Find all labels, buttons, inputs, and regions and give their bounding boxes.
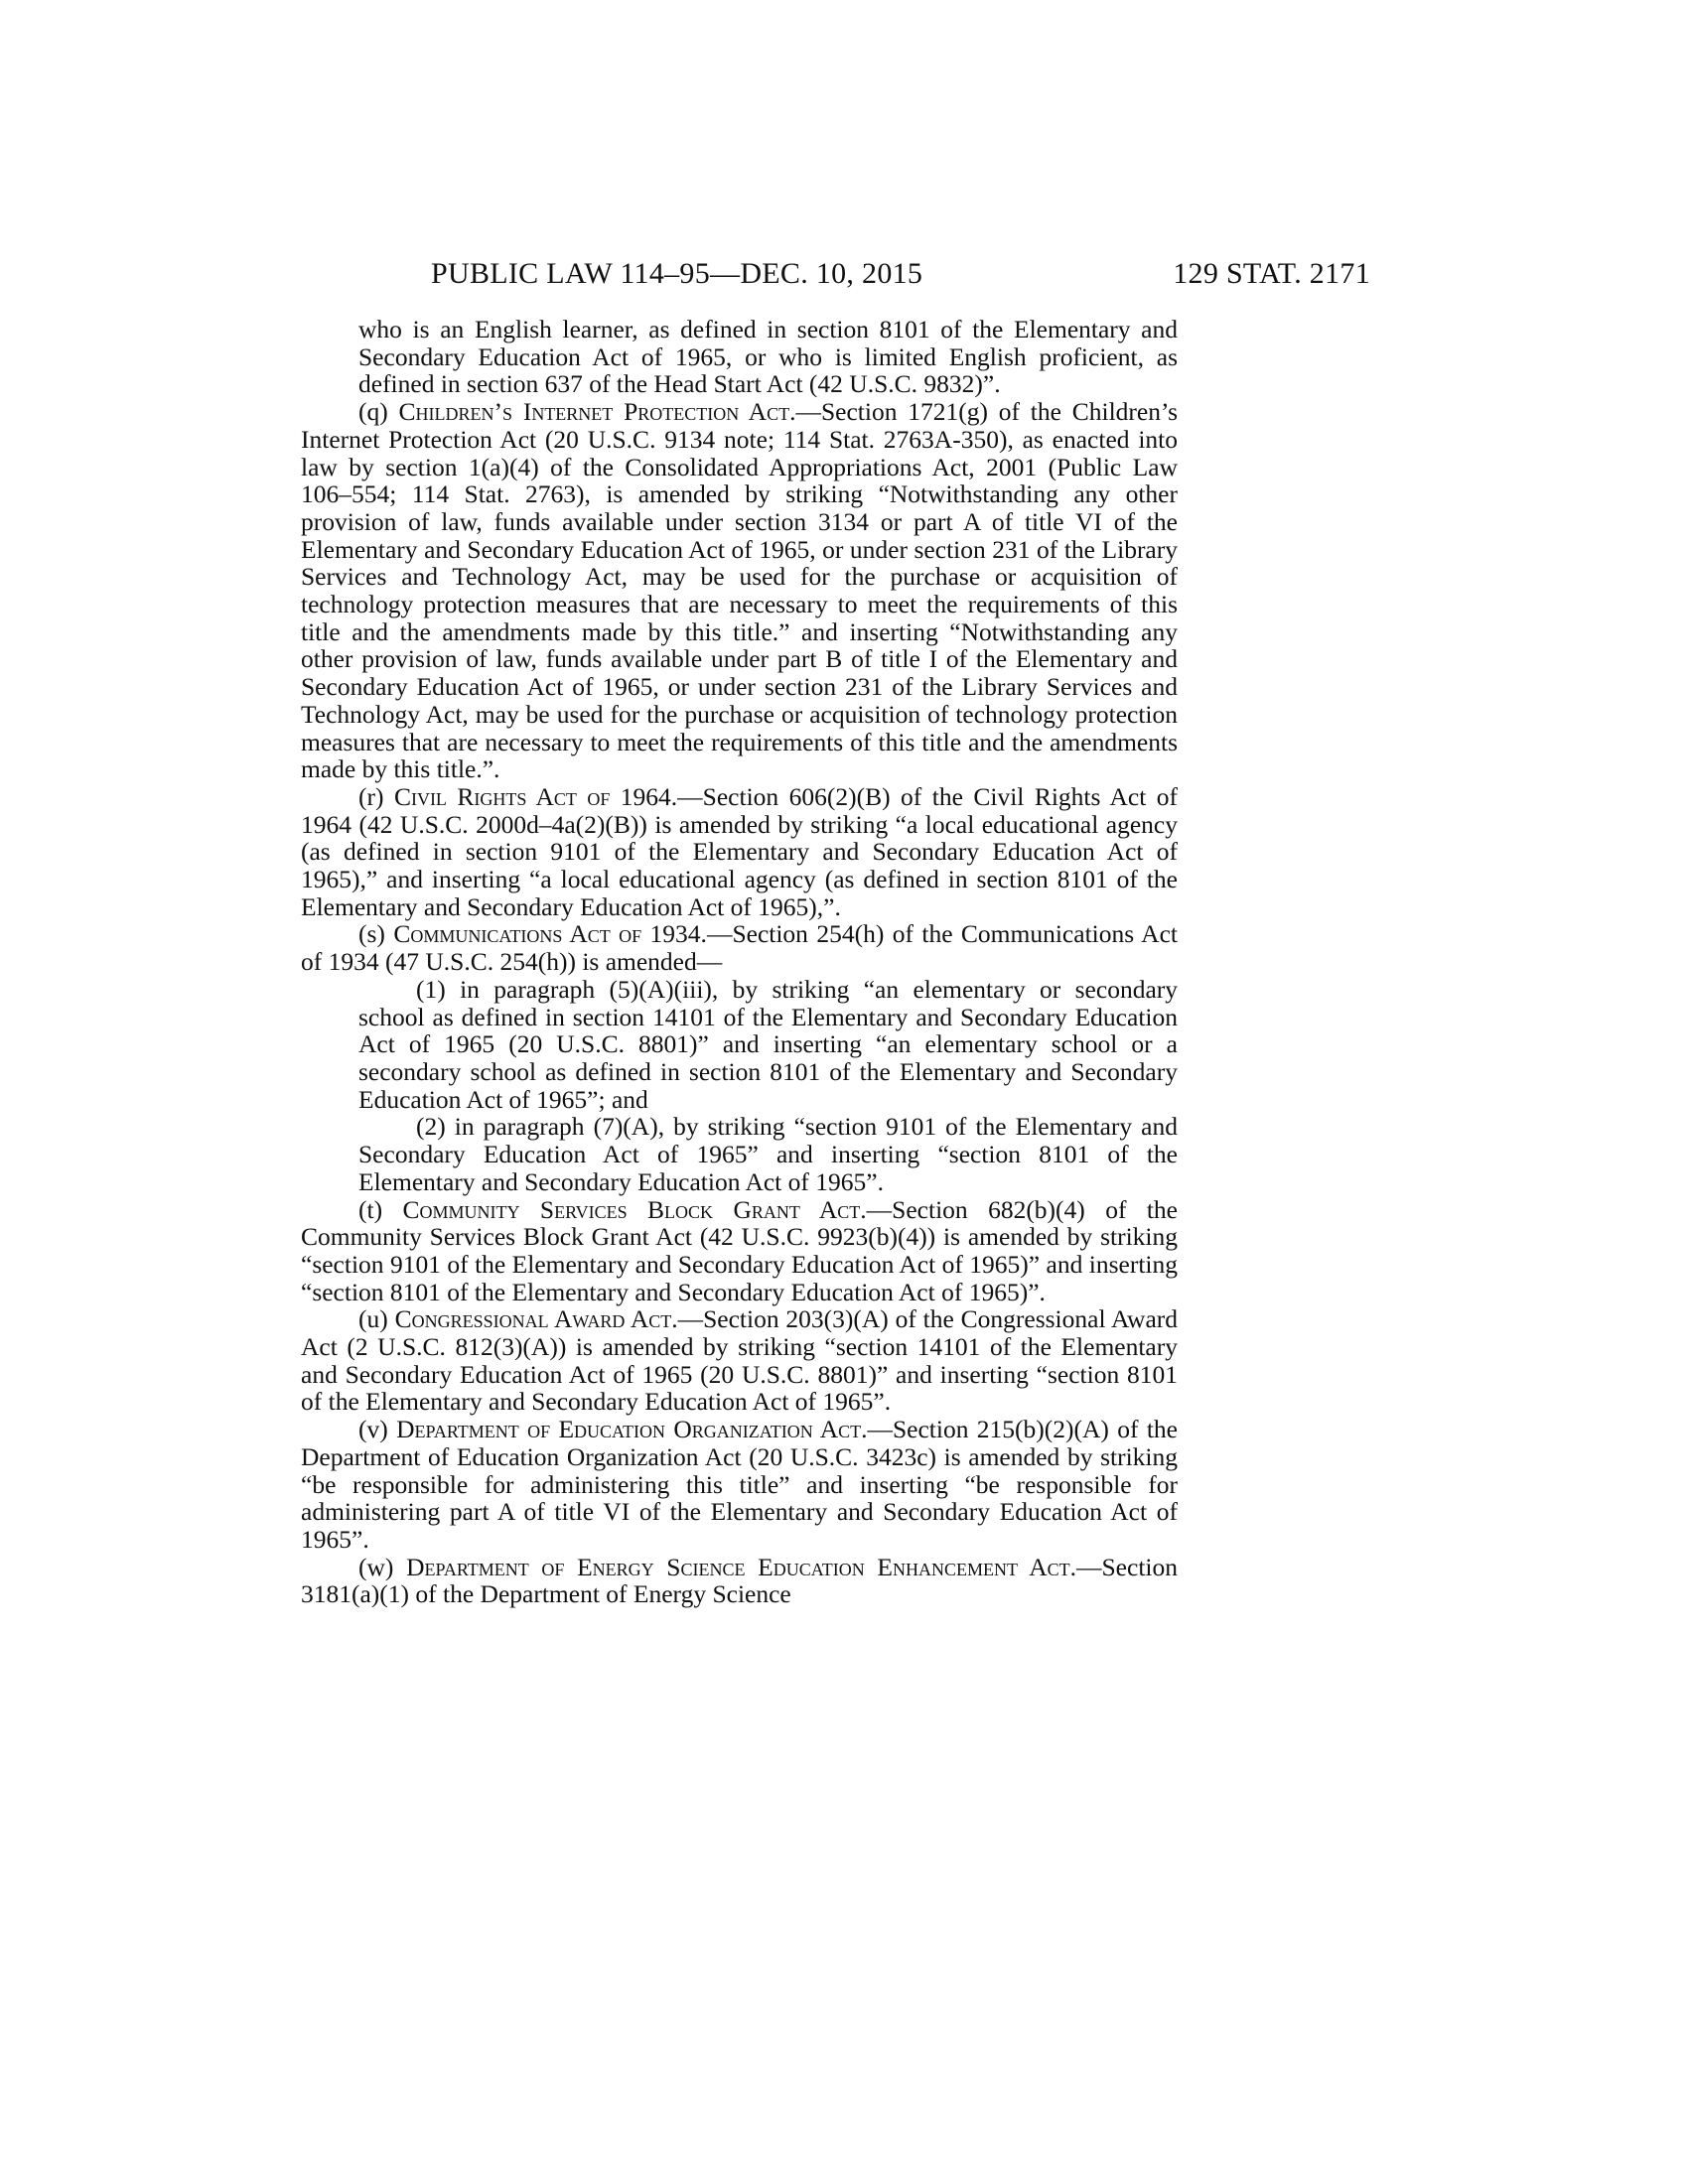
section-u-heading: Congressional Award Act.: [394, 1304, 678, 1334]
section-v-text: —Section 215(b)(2)(A) of the Department of Education Organization Act (20 U.S.C. 3423c) is amended by striking “be responsible for administering this title” and inserting “be responsible for administering part A of title VI of the Elementary and Secondary Education Act of 1965”.: [301, 1415, 1179, 1554]
section-s-heading: Communications Act of 1934.: [393, 919, 707, 949]
page-body: [301, 316, 1178, 1608]
running-header: [431, 254, 1370, 294]
header-title: PUBLIC LAW 114–95—DEC. 10, 2015: [431, 257, 923, 290]
section-t: [301, 1196, 1178, 1306]
section-s-text: —Section 254(h) of the Communications Act of 1934 (47 U.S.C. 254(h)) is amended—: [301, 919, 1178, 977]
section-q-text: —Section 1721(g) of the Children’s Internet Protection Act (20 U.S.C. 9134 note; 114 Stat. 2763A-350), as enacted into law by section 1(a)(4) of the Consolidated Appropriations Act, 2001 (Public Law 106–554; 114 Stat. 2763), is amended by striking “Notwithstanding any other provision of law, funds available under section 3134 or part A of title VI of the Elementary and Secondary Education Act of 1965, or under section 231 of the Library Services and Technology Act, may be used for the purchase or acquisition of technology protection measures that are necessary to meet the requirements of this title and the amendments made by this title.” and inserting “Notwithstanding any other provision of law, funds available under part B of title I of the Elementary and Secondary Education Act of 1965, or under section 231 of the Library Services and Technology Act, may be used for the purchase or acquisition of technology protection measures that are necessary to meet the requirements of this title and the amendments made by this title.”.: [301, 397, 1178, 784]
section-v-heading: Department of Education Organization Act.: [396, 1415, 868, 1444]
section-u-lead: (u): [358, 1304, 395, 1334]
section-v: [301, 1416, 1178, 1554]
section-r-text: —Section 606(2)(B) of the Civil Rights Act of 1964 (42 U.S.C. 2000d–4a(2)(B)) is amended by striking “a local educational agency (as defined in section 9101 of the Elementary and Secondary Education Act of 1965),” and inserting “a local educational agency (as defined in section 8101 of the Elementary and Secondary Education Act of 1965),”.: [301, 781, 1178, 921]
section-r-lead: (r): [358, 781, 394, 811]
header-stat-page: 129 STAT. 2171: [1173, 257, 1370, 290]
section-t-heading: Community Services Block Grant Act.: [402, 1194, 867, 1224]
section-s-lead: (s): [358, 919, 394, 949]
section-q-lead: (q): [358, 397, 399, 427]
section-w-heading: Department of Energy Science Education Enhancement Act.: [406, 1552, 1076, 1581]
section-t-text: —Section 682(b)(4) of the Community Services Block Grant Act (42 U.S.C. 9923(b)(4)) is amended by striking “section 9101 of the Elementary and Secondary Education Act of 1965)” and inserting “section 8101 of the Elementary and Secondary Education Act of 1965)”.: [301, 1194, 1178, 1306]
section-v-lead: (v): [358, 1415, 397, 1444]
section-r: [301, 783, 1178, 921]
section-w-lead: (w): [358, 1552, 407, 1581]
section-s-paragraph-2: (2) in paragraph (7)(A), by striking “section 9101 of the Elementary and Secondary Education Act of 1965” and inserting “section 8101 of the Elementary and Secondary Education Act of 1965”.: [358, 1112, 1178, 1196]
section-u: [301, 1305, 1178, 1416]
section-w-text: —Section 3181(a)(1) of the Department of Energy Science: [301, 1552, 1178, 1609]
section-u-text: —Section 203(3)(A) of the Congressional Award Act (2 U.S.C. 812(3)(A)) is amended by striking “section 14101 of the Elementary and Secondary Education Act of 1965 (20 U.S.C. 8801)” and inserting “section 8101 of the Elementary and Secondary Education Act of 1965”.: [301, 1304, 1179, 1417]
section-s-paragraph-1: (1) in paragraph (5)(A)(iii), by striking “an elementary or secondary school as defined in section 14101 of the Elementary and Secondary Education Act of 1965 (20 U.S.C. 8801)” and inserting “an elementary school or a secondary school as defined in section 8101 of the Elementary and Secondary Education Act of 1965”; and: [358, 974, 1178, 1114]
section-t-lead: (t): [358, 1194, 403, 1224]
continued-paragraph: who is an English learner, as defined in section 8101 of the Elementary and Secondary Education Act of 1965, or who is limited English proficient, as defined in section 637 of the Head Start Act (42 U.S.C. 9832)”.: [358, 315, 1178, 399]
section-w: [301, 1554, 1178, 1608]
section-r-heading: Civil Rights Act of 1964.: [393, 781, 678, 811]
section-q-heading: Children’s Internet Protection Act.: [398, 397, 796, 427]
section-s: [301, 920, 1178, 975]
section-q: [301, 398, 1178, 783]
